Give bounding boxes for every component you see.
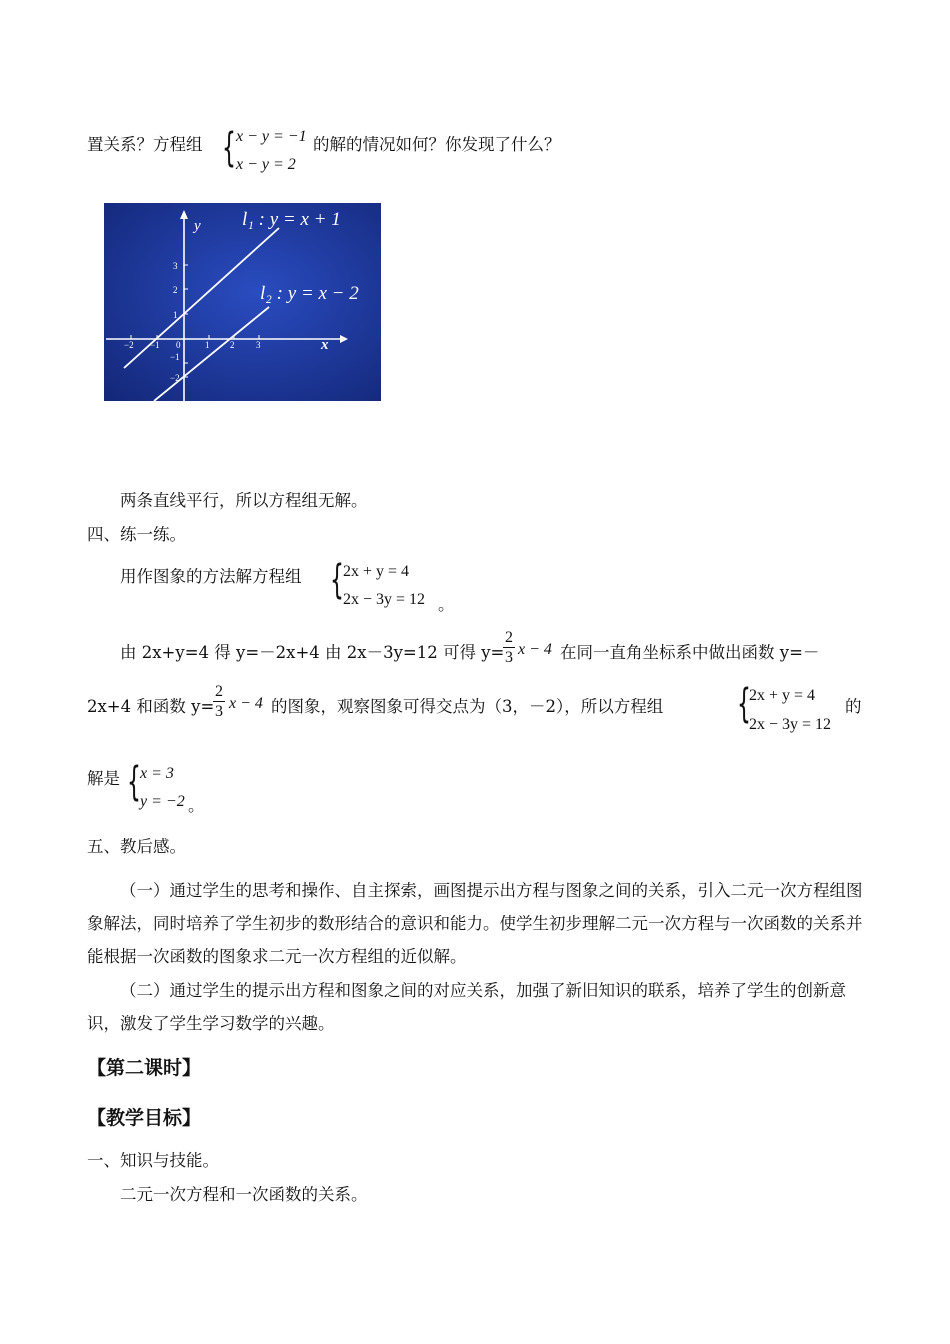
line2-system-eq-1: 2x + y = 4: [749, 687, 816, 704]
l1-label: l₁ : y = x + 1: [242, 209, 341, 230]
solution-line2-end: 的: [845, 697, 862, 716]
system-eq-1: x − y = −1: [236, 128, 307, 145]
left-brace: {: [127, 759, 141, 805]
y-tick-label: −2: [170, 373, 180, 383]
answer-eq-1: x = 3: [140, 765, 174, 782]
solution-line2-b: 的图象，观察图象可得交点为（3，－2），所以方程组: [271, 697, 664, 716]
fraction: [503, 628, 515, 667]
y-tick-label: 1: [173, 310, 178, 320]
task-end: 。: [438, 595, 455, 614]
solution-line1-b: 在同一直角坐标系中做出函数 y=－: [560, 643, 820, 662]
l2-label: l₂ : y = x − 2: [260, 283, 359, 304]
intro-text-before: 置关系？方程组: [87, 135, 203, 154]
left-brace: {: [330, 557, 344, 603]
x-axis-label: x: [321, 337, 329, 353]
solution-line2-a: 2x+4 和函数 y=: [87, 697, 215, 716]
y-axis-label: y: [194, 218, 201, 234]
fraction-denominator: 3: [505, 649, 513, 666]
x-tick-label: 2: [230, 340, 235, 350]
answer-end: 。: [188, 796, 205, 815]
goal-item-1: 一、知识与技能。: [87, 1151, 219, 1170]
left-brace: {: [222, 125, 236, 171]
fraction-denominator: 3: [215, 703, 223, 720]
lesson2-title: 【第二课时】: [87, 1057, 202, 1079]
answer-label: 解是: [87, 769, 120, 788]
fraction-numerator: 2: [215, 683, 223, 700]
left-brace: {: [737, 681, 751, 727]
y-tick-label: 2: [173, 285, 178, 295]
line2-system-eq-2: 2x − 3y = 12: [749, 716, 832, 733]
goal-item-1-text: 二元一次方程和一次函数的关系。: [120, 1185, 368, 1204]
y-tick-label: 3: [173, 261, 178, 271]
section4-title: 四、练一练。: [87, 525, 186, 544]
answer-eq-2: y = −2: [140, 793, 185, 810]
intro-text-after: 的解的情况如何？你发现了什么？: [313, 135, 561, 154]
graph-svg: [104, 203, 381, 401]
task-system-eq-2: 2x − 3y = 12: [343, 591, 426, 608]
system-eq-2: x − y = 2: [236, 156, 296, 173]
reflection-paragraph-2: （二）通过学生的提示出方程和图象之间的对应关系，加强了新旧知识的联系，培养了学生的创新意识，激发了学生学习数学的兴趣。: [87, 981, 846, 1033]
fraction: [213, 682, 225, 721]
task-text: 用作图象的方法解方程组: [120, 567, 302, 586]
x-tick-label: −2: [124, 340, 134, 350]
reflection-paragraph-1: （一）通过学生的思考和操作、自主探索，画图提示出方程与图象之间的关系，引入二元一次方程组图象解法，同时培养了学生初步的数形结合的意识和能力。使学生初步理解二元一次方程与一次函数的关系并能根据一次函数的图象求二元一次方程组的近似解。: [87, 881, 863, 966]
x-tick-label: 0: [176, 340, 181, 350]
x-tick-label: −1: [150, 340, 160, 350]
y-tick-label: −1: [170, 352, 180, 362]
teaching-goals-title: 【教学目标】: [87, 1107, 202, 1129]
solution-line1-a: 由 2x+y=4 得 y=－2x+4 由 2x－3y=12 可得 y=: [120, 643, 505, 662]
fraction-numerator: 2: [505, 629, 513, 646]
expression-tail: x − 4: [229, 695, 263, 712]
x-tick-label: 1: [205, 340, 210, 350]
expression-tail: x − 4: [518, 641, 552, 658]
x-tick-label: 3: [256, 340, 261, 350]
conclusion-text: 两条直线平行，所以方程组无解。: [120, 491, 368, 510]
task-system-eq-1: 2x + y = 4: [343, 563, 410, 580]
graph-figure: [104, 203, 381, 401]
section5-title: 五、教后感。: [87, 837, 186, 856]
